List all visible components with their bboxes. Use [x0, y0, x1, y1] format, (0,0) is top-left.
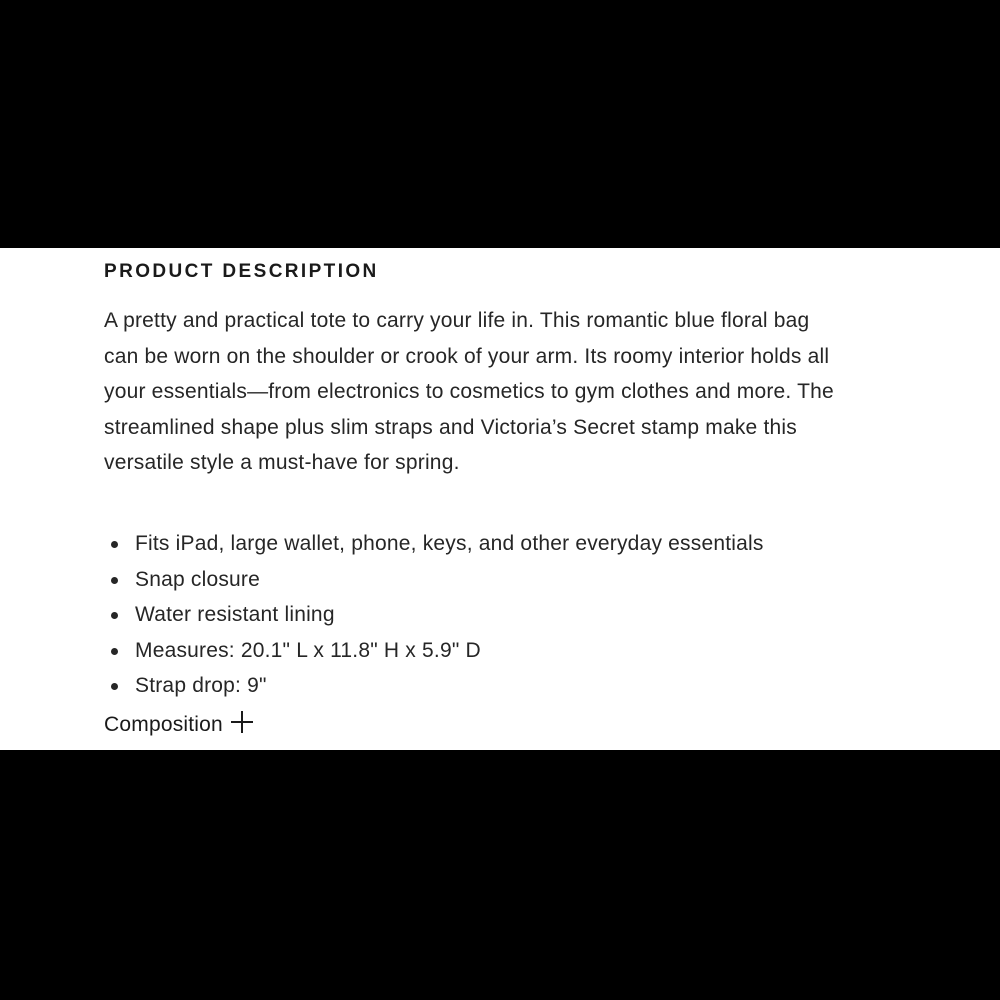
bullet-icon: [111, 541, 118, 548]
feature-text: Measures: 20.1" L x 11.8" H x 5.9" D: [135, 638, 481, 662]
feature-text: Strap drop: 9": [135, 674, 267, 698]
feature-text: Fits iPad, large wallet, phone, keys, and other everyday essentials: [135, 532, 764, 555]
composition-label: Composition: [104, 713, 223, 736]
plus-icon[interactable]: [231, 711, 253, 733]
feature-text: Snap closure: [135, 567, 260, 591]
bullet-icon: [111, 648, 118, 655]
product-description-panel: [0, 248, 1000, 750]
feature-item: [104, 526, 864, 562]
feature-item: [104, 668, 864, 704]
product-description-text: A pretty and practical tote to carry your life in. This romantic blue floral bag can be worn on the shoulder or crook of your arm. Its roomy interior holds all your essentials—from electronics to cosmetics to gym clothes and more. The streamlined shape plus slim straps and Victoria’s Secret stamp make this versatile style a must-have for spring.: [104, 309, 834, 475]
feature-list: [104, 526, 864, 704]
composition-toggle[interactable]: [104, 713, 253, 737]
feature-item: [104, 597, 864, 633]
feature-text: Water resistant lining: [135, 603, 335, 627]
feature-item: [104, 562, 864, 598]
feature-item: [104, 633, 864, 669]
bullet-icon: [111, 683, 118, 690]
bullet-icon: [111, 577, 118, 584]
section-heading: PRODUCT DESCRIPTION: [104, 261, 379, 282]
bullet-icon: [111, 612, 118, 619]
